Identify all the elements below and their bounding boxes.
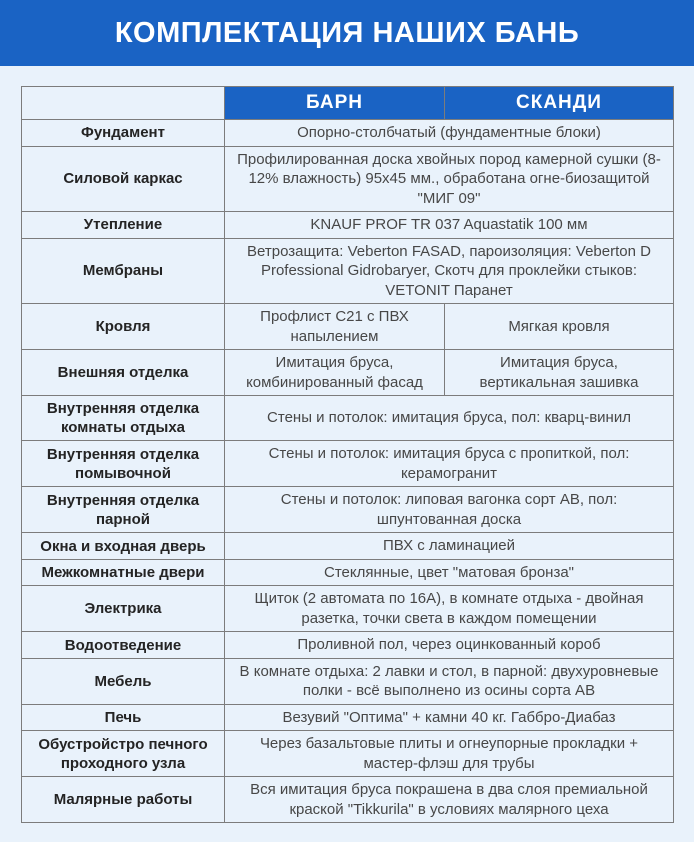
row-value-merged: Стены и потолок: липовая вагонка сорт АВ, пол: шпунтованная доска [225, 487, 674, 533]
row-value-merged: Ветрозащита: Veberton FASAD, пароизоляция: Veberton D Professional Gidrobaryer, Скотч для проклейки стыков: VETONIT Паранет [225, 238, 674, 304]
row-value-merged: ПВХ с ламинацией [225, 533, 674, 560]
table-header-row [22, 87, 674, 120]
row-value-merged: Проливной пол, через оцинкованный короб [225, 632, 674, 659]
row-label: Внешняя отделка [22, 350, 225, 396]
row-label: Мембраны [22, 238, 225, 304]
row-value-skandi: Мягкая кровля [445, 304, 674, 350]
row-value-merged: KNAUF PROF TR 037 Aquastatik 100 мм [225, 212, 674, 239]
row-label: Водоотведение [22, 632, 225, 659]
row-label: Печь [22, 704, 225, 731]
spec-table-container [21, 86, 673, 823]
table-row [22, 350, 674, 396]
row-label: Обустройстро печного проходного узла [22, 731, 225, 777]
row-label: Внутренняя отделка комнаты отдыха [22, 396, 225, 441]
row-value-merged: В комнате отдыха: 2 лавки и стол, в парной: двухуровневые полки - всё выполнено из осины сорта АВ [225, 658, 674, 704]
table-row [22, 396, 674, 441]
table-row [22, 704, 674, 731]
row-value-merged: Опорно-столбчатый (фундаментные блоки) [225, 120, 674, 147]
row-value-merged: Вся имитация бруса покрашена в два слоя премиальной краской "Tikkurila" в условиях малярного цеха [225, 777, 674, 823]
table-row [22, 441, 674, 487]
row-value-merged: Стеклянные, цвет "матовая бронза" [225, 559, 674, 586]
title-banner [0, 0, 694, 66]
row-label: Внутренняя отделка помывочной [22, 441, 225, 487]
column-header-barn: БАРН [225, 87, 445, 120]
row-label: Межкомнатные двери [22, 559, 225, 586]
row-value-barn: Профлист С21 с ПВХ напылением [225, 304, 445, 350]
table-row [22, 586, 674, 632]
row-value-merged: Стены и потолок: имитация бруса, пол: кварц-винил [225, 396, 674, 441]
row-label: Утепление [22, 212, 225, 239]
row-label: Окна и входная дверь [22, 533, 225, 560]
row-label: Фундамент [22, 120, 225, 147]
column-header-skandi: СКАНДИ [445, 87, 674, 120]
table-row [22, 777, 674, 823]
table-row [22, 559, 674, 586]
table-row [22, 632, 674, 659]
table-row [22, 304, 674, 350]
row-value-skandi: Имитация бруса, вертикальная зашивка [445, 350, 674, 396]
table-row [22, 146, 674, 212]
row-value-merged: Стены и потолок: имитация бруса с пропиткой, пол: керамогранит [225, 441, 674, 487]
row-value-merged: Везувий "Оптима" + камни 40 кг. Габбро-Диабаз [225, 704, 674, 731]
row-label: Внутренняя отделка парной [22, 487, 225, 533]
corner-cell [22, 87, 225, 120]
table-row [22, 212, 674, 239]
table-row [22, 487, 674, 533]
spec-table [21, 86, 674, 823]
table-row [22, 658, 674, 704]
table-row [22, 120, 674, 147]
row-label: Малярные работы [22, 777, 225, 823]
row-value-barn: Имитация бруса, комбинированный фасад [225, 350, 445, 396]
page-title: КОМПЛЕКТАЦИЯ НАШИХ БАНЬ [114, 16, 580, 49]
row-label: Силовой каркас [22, 146, 225, 212]
table-row [22, 731, 674, 777]
row-label: Электрика [22, 586, 225, 632]
table-row [22, 238, 674, 304]
row-value-merged: Через базальтовые плиты и огнеупорные прокладки + мастер-флэш для трубы [225, 731, 674, 777]
table-row [22, 533, 674, 560]
spec-table-body [22, 120, 674, 823]
row-value-merged: Профилированная доска хвойных пород камерной сушки (8-12% влажность) 95х45 мм., обработана огне-биозащитой "МИГ 09" [225, 146, 674, 212]
row-value-merged: Щиток (2 автомата по 16А), в комнате отдыха - двойная разетка, точки света в каждом помещении [225, 586, 674, 632]
row-label: Мебель [22, 658, 225, 704]
row-label: Кровля [22, 304, 225, 350]
